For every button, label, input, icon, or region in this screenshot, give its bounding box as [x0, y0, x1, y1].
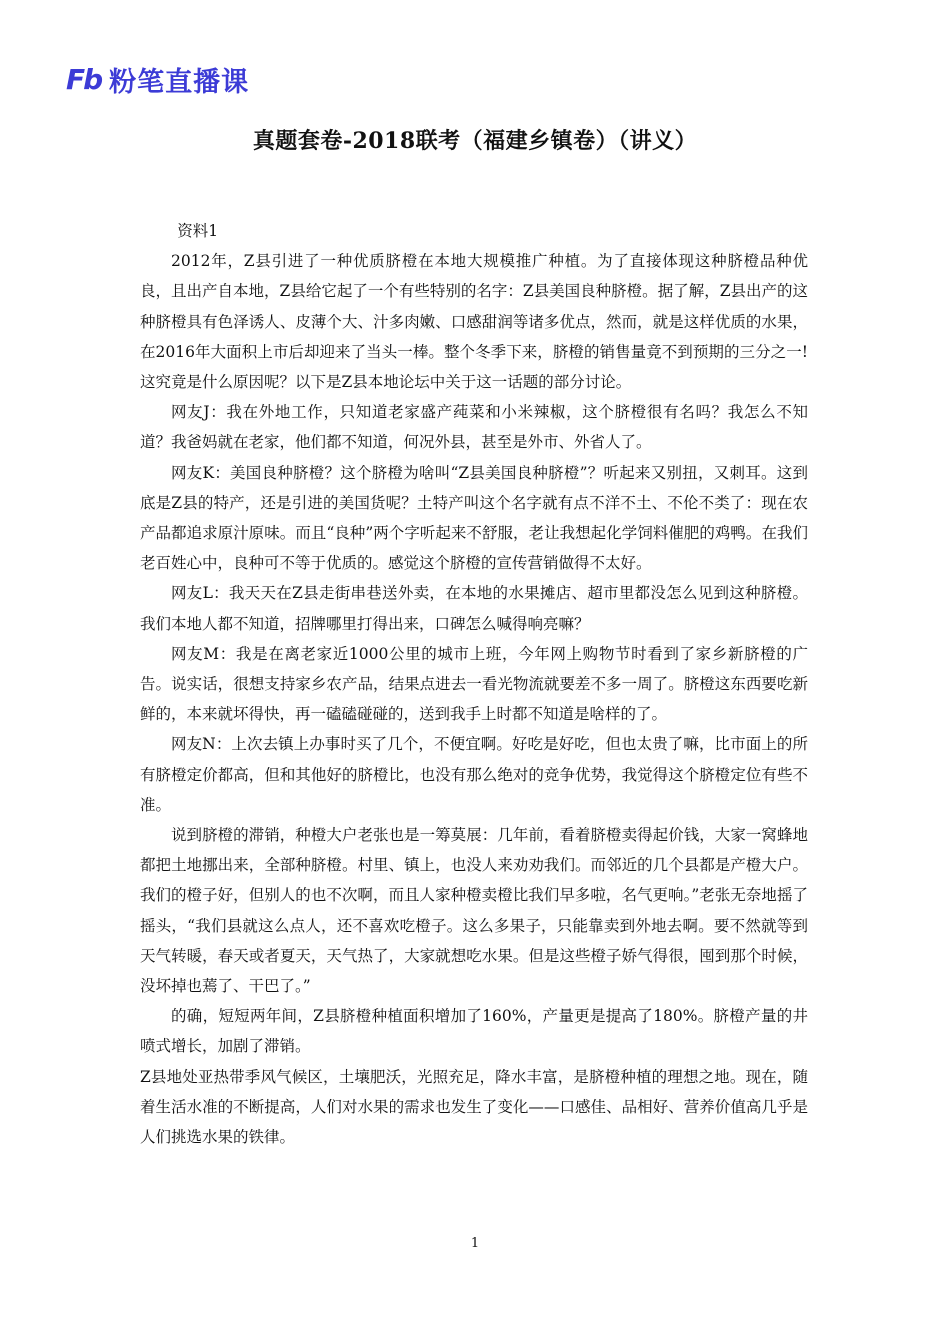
document-title: 真题套卷-2018联考（福建乡镇卷）（讲义） — [252, 128, 698, 154]
paragraph-climate: Z县地处亚热带季风气候区，土壤肥沃，光照充足，降水丰富，是脐橙种植的理想之地。现在，随着生活水准的不断提高，人们对水果的需求也发生了变化——口感佳、品相好、营养价值高几乎是人们挑选水果的铁律。 — [140, 1067, 808, 1147]
paragraph-netizen-k: 网友K：美国良种脐橙？这个脐橙为啥叫“Z县美国良种脐橙”？听起来又别扭，又刺耳。这到底是Z县的特产，还是引进的美国货呢？土特产叫这个名字就有点不洋不土、不伦不类了：现在农产品都追求原汁原味。而且“良种”两个字听起来不舒服，老让我想起化学饲料催肥的鸡鸭。在我们老百姓心中，良种可不等于优质的。感觉这个脐橙的宣传营销做得不太好。 — [140, 463, 808, 573]
brand-logo — [66, 60, 249, 98]
page-number: 1 — [470, 1236, 480, 1251]
fenbi-logo-icon: Fb — [66, 62, 102, 96]
paragraph-netizen-n: 网友N：上次去镇上办事时买了几个，不便宜啊。好吃是好吃，但也太贵了嘛，比市面上的所有脐橙定价都高，但和其他好的脐橙比，也没有那么绝对的竞争优势，我觉得这个脐橙定位有些不准。 — [140, 735, 808, 814]
paragraph-growth: 的确，短短两年间，Z县脐橙种植面积增加了160%，产量更是提高了180%。脐橙产量的井喷式增长，加剧了滞销。 — [140, 1007, 808, 1056]
brand-name: 粉笔直播课 — [109, 66, 250, 98]
section-heading: 资料1 — [177, 222, 219, 240]
paragraph-farmer-zhang: 说到脐橙的滞销，种橙大户老张也是一筹莫展：几年前，看着脐橙卖得起价钱，大家一窝蜂地都把土地挪出来，全部种脐橙。村里、镇上，也没人来劝劝我们。而邻近的几个县都是产橙大户。我们的橙子好，但别人的也不次啊，而且人家种橙卖橙比我们早多啦，名气更响。”老张无奈地摇了摇头，“我们县就这么点人，还不喜欢吃橙子。这么多果子，只能靠卖到外地去啊。要不然就等到天气转暖，春天或者夏天，天气热了，大家就想吃水果。但是这些橙子娇气得很，囤到那个时候，没坏掉也蔫了、干巴了。” — [140, 826, 808, 996]
paragraph-netizen-l: 网友L：我天天在Z县走街串巷送外卖，在本地的水果摊店、超市里都没怎么见到这种脐橙。我们本地人都不知道，招牌哪里打得出来，口碑怎么喊得响亮嘛？ — [140, 584, 808, 633]
paragraph-netizen-m: 网友M：我是在离老家近1000公里的城市上班，今年网上购物节时看到了家乡新脐橙的广告。说实话，很想支持家乡农产品，结果点进去一看光物流就要差不多一周了。脐橙这东西要吃新鲜的，本来就坏得快，再一磕磕碰碰的，送到我手上时都不知道是啥样的了。 — [140, 644, 808, 724]
paragraph-netizen-j: 网友J：我在外地工作，只知道老家盛产莼菜和小米辣椒，这个脐橙很有名吗？我怎么不知道？我爸妈就在老家，他们都不知道，何况外县，甚至是外市、外省人了。 — [140, 403, 808, 452]
paragraph-intro: 2012年，Z县引进了一种优质脐橙在本地大规模推广种植。为了直接体现这种脐橙品种优良，且出产自本地，Z县给它起了一个有些特别的名字：Z县美国良种脐橙。据了解，Z县出产的这种脐橙具有色泽诱人、皮薄个大、汁多肉嫩、口感甜润等诸多优点，然而，就是这样优质的水果，在2016年大面积上市后却迎来了当头一棒。整个冬季下来，脐橙的销售量竟不到预期的三分之一!这究竟是什么原因呢？以下是Z县本地论坛中关于这一话题的部分讨论。 — [140, 252, 809, 392]
document-body — [140, 216, 808, 1152]
